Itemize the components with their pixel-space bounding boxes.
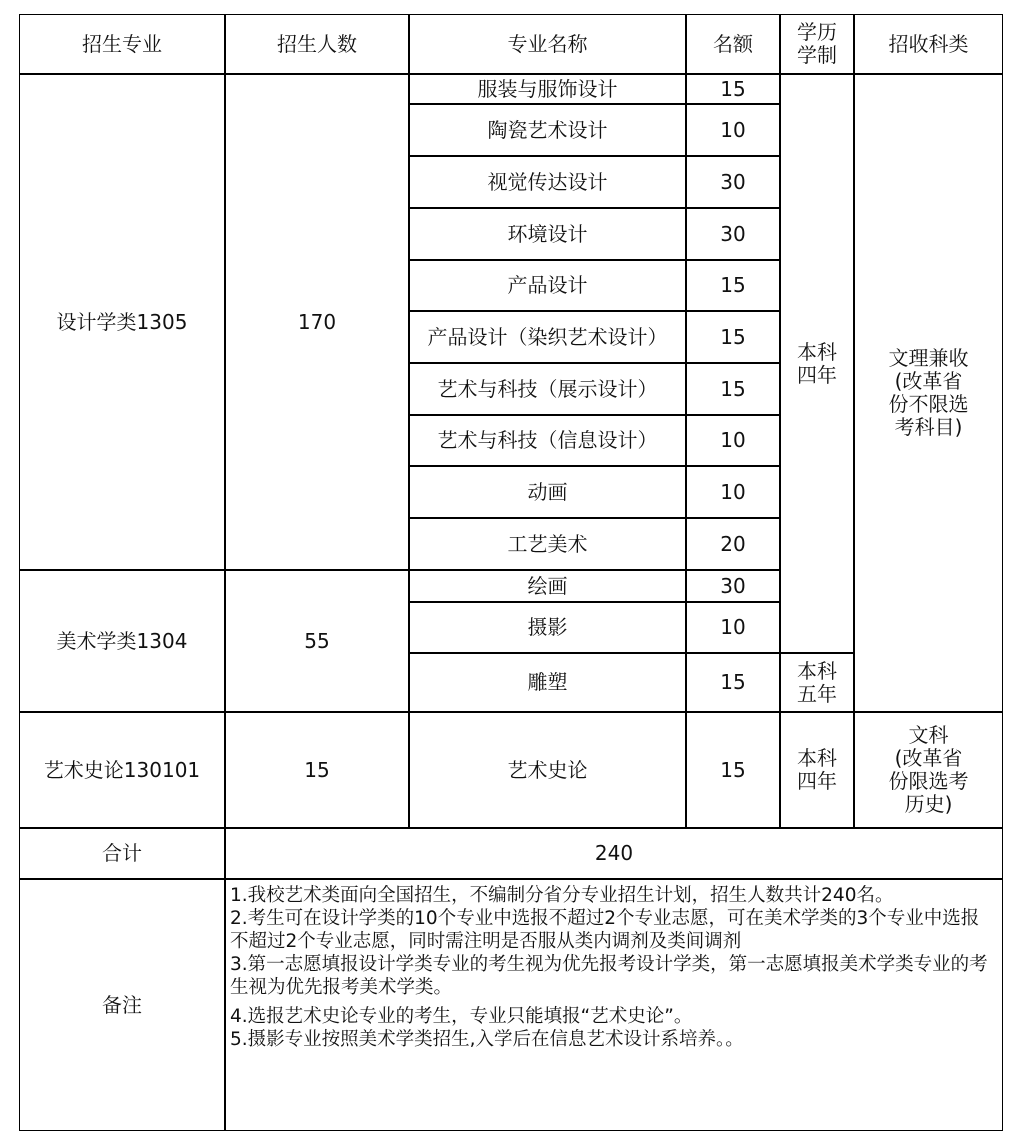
group-category-fine-arts: 美术学类1304 (19, 570, 225, 712)
major-name: 陶瓷艺术设计 (409, 104, 686, 156)
major-quota: 15 (686, 712, 780, 828)
group-enrollment-fine-arts: 55 (225, 570, 409, 712)
group-enrollment-art-history: 15 (225, 712, 409, 828)
major-name: 艺术与科技（展示设计） (409, 363, 686, 415)
duration-four-year-history: 本科 四年 (780, 712, 854, 828)
header-subject-req: 招收科类 (854, 14, 1003, 74)
note-item: 1.我校艺术类面向全国招生，不编制分省分专业招生计划，招生人数共计240名。 (230, 885, 894, 906)
duration-four-year: 本科 四年 (780, 74, 854, 653)
header-major-name: 专业名称 (409, 14, 686, 74)
major-quota: 15 (686, 653, 780, 712)
note-item: 2.考生可在设计学类的10个专业中选报不超过2个专业志愿，可在美术学类的3个专业中选报不超过2个专业志愿，同时需注明是否服从类内调剂及类间调剂 (230, 908, 980, 952)
major-name: 动画 (409, 466, 686, 518)
subject-req-history: 文科 (改革省 份限选考 历史) (854, 712, 1003, 828)
major-quota: 20 (686, 518, 780, 570)
note-item: 3.第一志愿填报设计学类专业的考生视为优先报考设计学类，第一志愿填报美术学类专业的考生视为优先报考美术学类。 (230, 954, 988, 998)
major-name: 摄影 (409, 602, 686, 653)
major-quota: 15 (686, 363, 780, 415)
major-name: 工艺美术 (409, 518, 686, 570)
header-duration: 学历 学制 (780, 14, 854, 74)
note-item: 4.选报艺术史论专业的考生，专业只能填报“艺术史论”。 (230, 1006, 693, 1027)
group-category-art-history: 艺术史论130101 (19, 712, 225, 828)
notes-label: 备注 (19, 879, 225, 1131)
major-name: 艺术史论 (409, 712, 686, 828)
group-category-design: 设计学类1305 (19, 74, 225, 570)
major-quota: 30 (686, 208, 780, 260)
major-quota: 15 (686, 311, 780, 363)
major-name: 环境设计 (409, 208, 686, 260)
major-quota: 15 (686, 260, 780, 311)
major-name: 服装与服饰设计 (409, 74, 686, 104)
total-label: 合计 (19, 828, 225, 879)
total-value: 240 (225, 828, 1003, 879)
header-enrollment: 招生人数 (225, 14, 409, 74)
subject-req-main: 文理兼收 (改革省 份不限选 考科目) (854, 74, 1003, 712)
major-name: 雕塑 (409, 653, 686, 712)
major-name: 产品设计 (409, 260, 686, 311)
group-enrollment-design: 170 (225, 74, 409, 570)
major-quota: 10 (686, 415, 780, 466)
major-quota: 10 (686, 602, 780, 653)
note-item: 5.摄影专业按照美术学类招生,入学后在信息艺术设计系培养。。 (230, 1029, 744, 1050)
major-quota: 30 (686, 570, 780, 602)
major-quota: 30 (686, 156, 780, 208)
major-name: 视觉传达设计 (409, 156, 686, 208)
header-quota: 名额 (686, 14, 780, 74)
major-name: 绘画 (409, 570, 686, 602)
major-name: 产品设计（染织艺术设计） (409, 311, 686, 363)
major-quota: 15 (686, 74, 780, 104)
duration-five-year: 本科 五年 (780, 653, 854, 712)
major-name: 艺术与科技（信息设计） (409, 415, 686, 466)
major-quota: 10 (686, 466, 780, 518)
header-category: 招生专业 (19, 14, 225, 74)
notes-content (225, 879, 1003, 1131)
major-quota: 10 (686, 104, 780, 156)
